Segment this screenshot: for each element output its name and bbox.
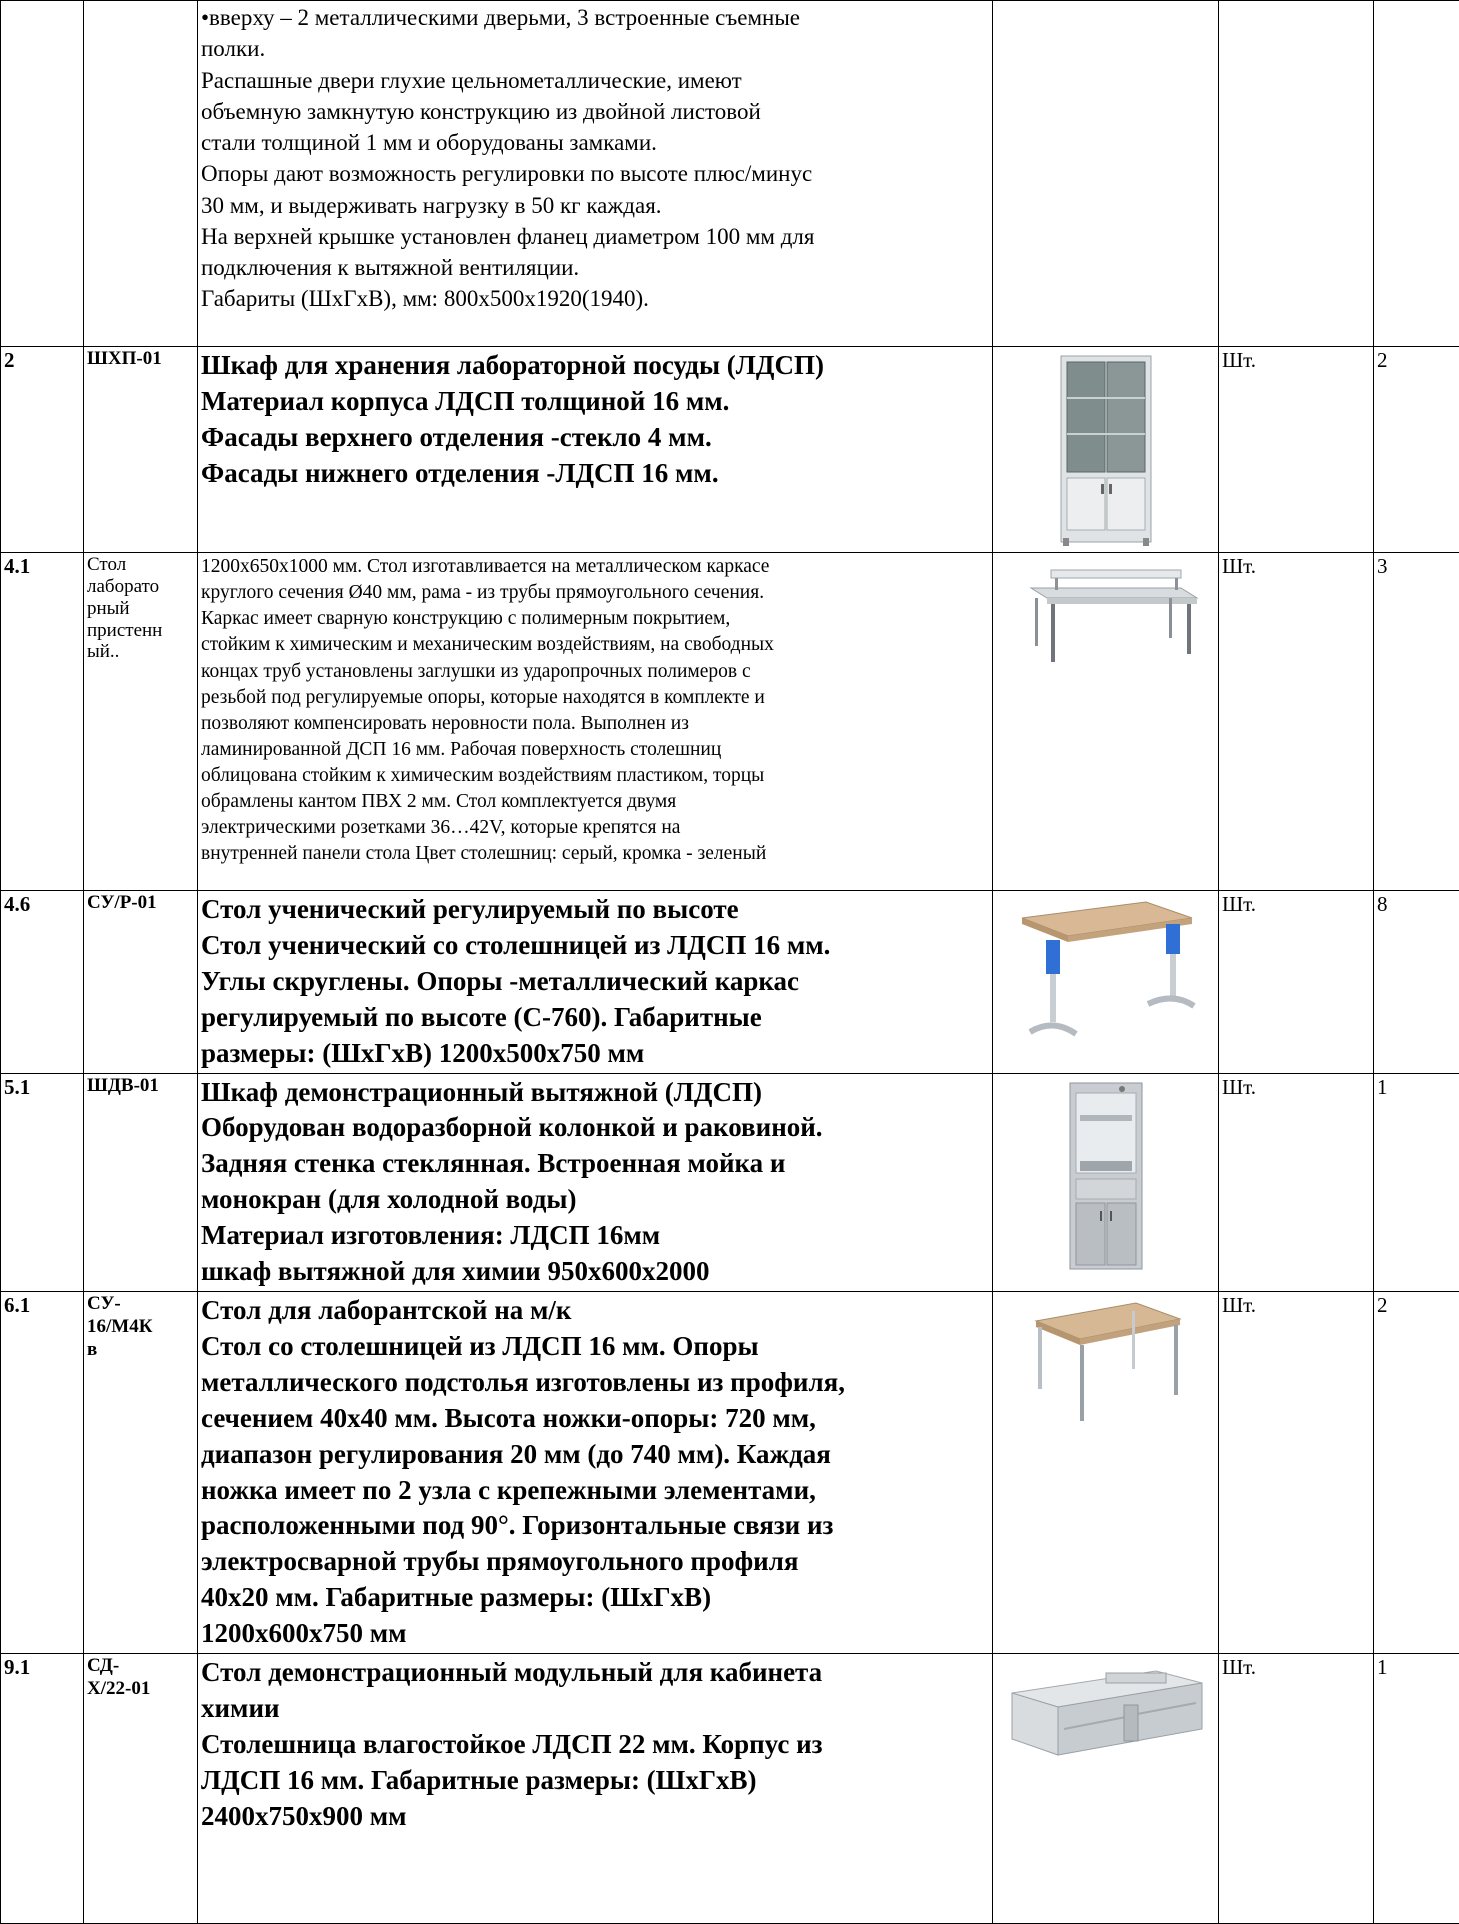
description-line: Оборудован водоразборной колонкой и раковиной. xyxy=(201,1110,989,1146)
fume-hood-image xyxy=(1056,1079,1156,1275)
description-line: резьбой под регулируемые опоры, которые находятся в комплекте и xyxy=(201,685,989,711)
description-line: •вверху – 2 металлическими дверьми, 3 встроенные съемные xyxy=(201,2,989,33)
code-line: пристенн xyxy=(87,620,194,642)
description-line: На верхней крышке установлен фланец диаметром 100 мм для xyxy=(201,221,989,252)
quantity-cell: 8 xyxy=(1374,891,1459,1074)
description-line: Фасады верхнего отделения -стекло 4 мм. xyxy=(201,420,989,456)
row-number-cell: 2 xyxy=(1,347,84,553)
unit-cell: Шт. xyxy=(1219,553,1374,891)
description-line: объемную замкнутую конструкцию из двойной листовой xyxy=(201,96,989,127)
description-line: ламинированной ДСП 16 мм. Рабочая поверхность столешниц xyxy=(201,737,989,763)
description-line: сечением 40х40 мм. Высота ножки-опоры: 720 мм, xyxy=(201,1401,989,1437)
lab-wall-table-image xyxy=(1011,558,1201,668)
image-cell xyxy=(993,1654,1219,1924)
code-line: СД- xyxy=(87,1655,194,1678)
image-cell xyxy=(993,1,1219,347)
description-cell xyxy=(198,553,993,891)
description-line: шкаф вытяжной для химии 950х600х2000 xyxy=(201,1254,989,1290)
description-line: Стол для лаборантской на м/к xyxy=(201,1293,989,1329)
description-line: Углы скруглены. Опоры -металлический каркас xyxy=(201,964,989,1000)
unit-cell: Шт. xyxy=(1219,347,1374,553)
description-line: Шкаф демонстрационный вытяжной (ЛДСП) xyxy=(201,1075,989,1111)
table-row xyxy=(1,1291,1459,1653)
description-line: Задняя стенка стеклянная. Встроенная мойка и xyxy=(201,1146,989,1182)
quantity-cell: 1 xyxy=(1374,1654,1459,1924)
table-row xyxy=(1,347,1459,553)
code-cell: СУ/Р-01 xyxy=(84,891,198,1074)
row-number-cell: 5.1 xyxy=(1,1073,84,1291)
row-number-cell: 4.1 xyxy=(1,553,84,891)
code-cell: ШХП-01 xyxy=(84,347,198,553)
image-cell xyxy=(993,1291,1219,1653)
description-line: Шкаф для хранения лабораторной посуды (ЛДСП) xyxy=(201,348,989,384)
description-line: концах труб установлены заглушки из ударопрочных полимеров с xyxy=(201,659,989,685)
row-number-cell: 6.1 xyxy=(1,1291,84,1653)
description-line: Столешница влагостойкое ЛДСП 22 мм. Корпус из xyxy=(201,1727,989,1763)
code-line: 16/М4К xyxy=(87,1316,194,1339)
description-line: Стол ученический со столешницей из ЛДСП 16 мм. xyxy=(201,928,989,964)
description-line: подключения к вытяжной вентиляции. xyxy=(201,252,989,283)
code-line: ый.. xyxy=(87,641,194,663)
unit-cell: Шт. xyxy=(1219,1073,1374,1291)
description-line: Стол демонстрационный модульный для кабинета xyxy=(201,1655,989,1691)
image-cell xyxy=(993,891,1219,1074)
description-line: 2400х750х900 мм xyxy=(201,1799,989,1835)
unit-cell: Шт. xyxy=(1219,1291,1374,1653)
unit-cell xyxy=(1219,1,1374,347)
description-line: ножка имеет по 2 узла с крепежными элементами, xyxy=(201,1473,989,1509)
code-line: Х/22-01 xyxy=(87,1678,194,1701)
quantity-cell: 2 xyxy=(1374,1291,1459,1653)
student-desk-image xyxy=(1016,896,1196,1046)
lab-assistant-table-image xyxy=(1026,1297,1186,1427)
description-line: 40х20 мм. Габаритные размеры: (ШхГхВ) xyxy=(201,1580,989,1616)
code-cell: ШДВ-01 xyxy=(84,1073,198,1291)
description-line: ЛДСП 16 мм. Габаритные размеры: (ШхГхВ) xyxy=(201,1763,989,1799)
row-number-cell xyxy=(1,1,84,347)
table-row xyxy=(1,553,1459,891)
quantity-cell: 2 xyxy=(1374,347,1459,553)
description-line: Габариты (ШхГхВ), мм: 800х500х1920(1940). xyxy=(201,283,989,314)
description-cell xyxy=(198,1654,993,1924)
glass-cabinet-image xyxy=(1051,352,1161,548)
description-line: размеры: (ШхГхВ) 1200х500х750 мм xyxy=(201,1036,989,1072)
description-cell xyxy=(198,1,993,347)
description-line: стали толщиной 1 мм и оборудованы замками. xyxy=(201,127,989,158)
description-cell xyxy=(198,891,993,1074)
code-cell xyxy=(84,553,198,891)
row-number-cell: 4.6 xyxy=(1,891,84,1074)
unit-cell: Шт. xyxy=(1219,1654,1374,1924)
description-line: Фасады нижнего отделения -ЛДСП 16 мм. xyxy=(201,456,989,492)
description-line: Опоры дают возможность регулировки по высоте плюс/минус xyxy=(201,158,989,189)
description-line: обрамлены кантом ПВХ 2 мм. Стол комплектуется двумя xyxy=(201,789,989,815)
code-line: в xyxy=(87,1339,194,1362)
description-line: облицована стойким к химическим воздействиям пластиком, торцы xyxy=(201,763,989,789)
description-cell xyxy=(198,347,993,553)
description-line: Распашные двери глухие цельнометаллические, имеют xyxy=(201,65,989,96)
quantity-cell xyxy=(1374,1,1459,347)
code-line: лаборато xyxy=(87,576,194,598)
image-cell xyxy=(993,347,1219,553)
description-line: 30 мм, и выдерживать нагрузку в 50 кг каждая. xyxy=(201,190,989,221)
image-cell xyxy=(993,553,1219,891)
table-row xyxy=(1,1,1459,347)
code-cell xyxy=(84,1,198,347)
description-line: Каркас имеет сварную конструкцию с полимерным покрытием, xyxy=(201,606,989,632)
description-line: Стол ученический регулируемый по высоте xyxy=(201,892,989,928)
description-line: Стол со столешницей из ЛДСП 16 мм. Опоры xyxy=(201,1329,989,1365)
table-row xyxy=(1,1073,1459,1291)
table-row xyxy=(1,1654,1459,1924)
description-line: электросварной трубы прямоугольного профиля xyxy=(201,1544,989,1580)
image-cell xyxy=(993,1073,1219,1291)
description-line: металлического подстолья изготовлены из профиля, xyxy=(201,1365,989,1401)
code-cell xyxy=(84,1291,198,1653)
quantity-cell: 3 xyxy=(1374,553,1459,891)
description-line: стойким к химическим и механическим воздействиям, на свободных xyxy=(201,632,989,658)
table-row xyxy=(1,891,1459,1074)
description-line: расположенными под 90°. Горизонтальные связи из xyxy=(201,1508,989,1544)
code-line: Стол xyxy=(87,554,194,576)
description-line: Материал корпуса ЛДСП толщиной 16 мм. xyxy=(201,384,989,420)
description-line: полки. xyxy=(201,33,989,64)
description-line: электрическими розетками 36…42V, которые крепятся на xyxy=(201,815,989,841)
description-cell xyxy=(198,1291,993,1653)
code-line: рный xyxy=(87,598,194,620)
description-line: внутренней панели стола Цвет столешниц: серый, кромка - зеленый xyxy=(201,841,989,867)
description-line: регулируемый по высоте (С-760). Габаритные xyxy=(201,1000,989,1036)
description-line: 1200х650х1000 мм. Стол изготавливается на металлическом каркасе xyxy=(201,554,989,580)
description-line: химии xyxy=(201,1691,989,1727)
unit-cell: Шт. xyxy=(1219,891,1374,1074)
row-number-cell: 9.1 xyxy=(1,1654,84,1924)
description-cell xyxy=(198,1073,993,1291)
description-line: позволяют компенсировать неровности пола. Выполнен из xyxy=(201,711,989,737)
quantity-cell: 1 xyxy=(1374,1073,1459,1291)
description-line: 1200х600х750 мм xyxy=(201,1616,989,1652)
code-line: СУ- xyxy=(87,1293,194,1316)
description-line: круглого сечения Ø40 мм, рама - из трубы прямоугольного сечения. xyxy=(201,580,989,606)
description-line: монокран (для холодной воды) xyxy=(201,1182,989,1218)
code-cell xyxy=(84,1654,198,1924)
demo-table-image xyxy=(1006,1659,1206,1759)
description-line: Материал изготовления: ЛДСП 16мм xyxy=(201,1218,989,1254)
description-line: диапазон регулирования 20 мм (до 740 мм). Каждая xyxy=(201,1437,989,1473)
